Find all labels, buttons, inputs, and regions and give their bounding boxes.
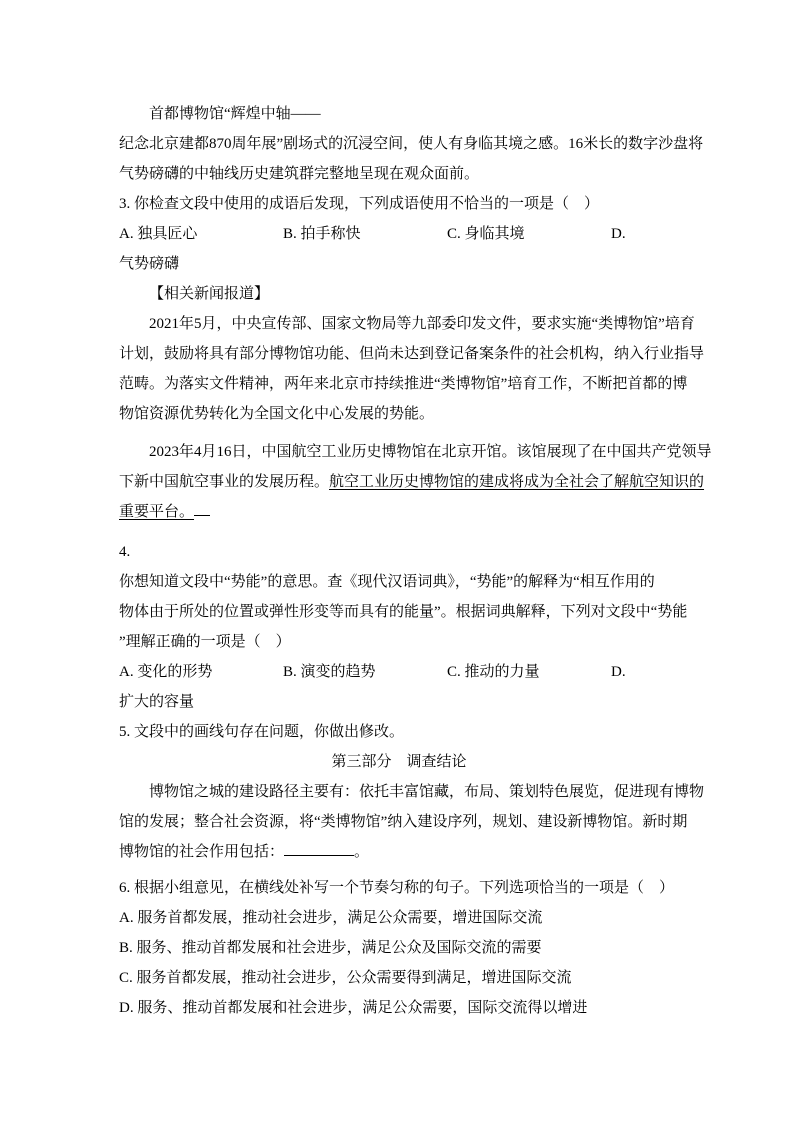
text-segment: C. 服务首都发展，推动社会进步，公众需要得到满足，增进国际交流 (119, 970, 572, 986)
intro-line-1 (119, 99, 679, 129)
q5-stem (119, 717, 679, 747)
q6-option-c (119, 963, 679, 993)
q6-option-b (119, 933, 679, 963)
q4-options (119, 657, 679, 687)
text-segment: 扩大的容量 (119, 694, 195, 710)
text-segment: 下新中国航空事业的发展历程。 (119, 474, 330, 490)
text-segment: 博物馆之城的建设路径主要有：依托丰富馆藏，布局、策划特色展览，促进现有博物 (149, 784, 705, 800)
news-para2-line2 (119, 467, 705, 497)
news-para1-line1 (119, 309, 695, 339)
text-segment: A. 独具匠心 (119, 226, 198, 242)
q6-stem (119, 873, 679, 903)
news-para1-line4 (119, 399, 679, 429)
conclusion-line2 (119, 807, 688, 837)
text-segment: D. (611, 226, 626, 242)
fill-in-blank (194, 498, 210, 516)
text-segment: A. 变化的形势 (119, 664, 213, 680)
text-segment: 2023年4月16日，中国航空工业历史博物馆在北京开馆。该馆展现了在中国共产党领导 (149, 444, 712, 460)
text-segment: 博物馆的社会作用包括： (119, 844, 285, 860)
text-segment: B. 服务、推动首都发展和社会进步，满足公众及国际交流的需要 (119, 940, 542, 956)
text-segment: A. 服务首都发展，推动社会进步，满足公众需要，增进国际交流 (119, 910, 543, 926)
q4-number (119, 537, 679, 567)
intro-line-3 (119, 159, 679, 189)
q4-stem-line2 (119, 597, 688, 627)
q4-stem-line3 (119, 627, 679, 657)
news-para1-line2 (119, 339, 705, 369)
text-segment: 物馆资源优势转化为全国文化中心发展的势能。 (119, 406, 435, 422)
text-segment: B. 演变的趋势 (283, 664, 376, 680)
document-body (119, 99, 712, 1023)
intro-line-2 (119, 129, 704, 159)
text-segment: 【相关新闻报道】 (149, 286, 270, 302)
text-segment: 。 (354, 844, 370, 860)
fill-in-blank (284, 838, 354, 856)
text-segment: ”理解正确的一项是（ ） (119, 634, 291, 650)
q4-stem-line1 (119, 567, 679, 597)
text-segment: D. (611, 664, 626, 680)
news-report-heading (119, 279, 679, 309)
q3-option-d-text (119, 249, 679, 279)
text-segment: 馆的发展；整合社会资源，将“类博物馆”纳入建设序列，规划、建设新博物馆。新时期 (119, 814, 688, 830)
text-segment: 3. 你检查文段中使用的成语后发现，下列成语使用不恰当的一项是（ ） (119, 196, 600, 212)
text-segment: 2021年5月，中央宣传部、国家文物局等九部委印发文件，要求实施“类博物馆”培育 (149, 316, 695, 332)
q3-options (119, 219, 679, 249)
q6-option-d (119, 993, 679, 1023)
text-segment: 5. 文段中的画线句存在问题，你做出修改。 (119, 724, 405, 740)
section3-heading (119, 747, 679, 777)
q6-option-a (119, 903, 679, 933)
text-segment: 你想知道文段中“势能”的意思。查《现代汉语词典》，“势能”的解释为“相互作用的 (119, 574, 655, 590)
text-segment: B. 拍手称快 (283, 226, 361, 242)
text-segment: D. 服务、推动首都发展和社会进步，满足公众需要，国际交流得以增进 (119, 1000, 588, 1016)
news-para2-line1 (119, 437, 712, 467)
text-segment: 物体由于所处的位置或弹性形变等而具有的能量”。根据词典解释，下列对文段中“势能 (119, 604, 688, 620)
text-segment: 4. (119, 544, 131, 560)
text-segment: 气势磅礴的中轴线历史建筑群完整地呈现在观众面前。 (119, 166, 480, 182)
text-segment: 范畴。为落实文件精神，两年来北京市持续推进“类博物馆”培育工作，不断把首都的博 (119, 376, 688, 392)
text-segment: C. 推动的力量 (447, 664, 540, 680)
conclusion-line3 (119, 837, 679, 867)
text-segment: 纪念北京建都870周年展”剧场式的沉浸空间，使人有身临其境之感。16米长的数字沙盘将 (119, 136, 704, 152)
text-segment: C. 身临其境 (447, 226, 525, 242)
text-segment: 第三部分 调查结论 (331, 754, 467, 770)
q3-stem (119, 189, 679, 219)
text-segment: 首都博物馆“辉煌中轴—— (149, 106, 321, 122)
conclusion-line1 (119, 777, 705, 807)
text-segment: 计划，鼓励将具有部分博物馆功能、但尚未达到登记备案条件的社会机构，纳入行业指导 (119, 346, 705, 362)
text-segment: 气势磅礴 (119, 256, 180, 272)
text-segment: 6. 根据小组意见，在横线处补写一个节奏匀称的句子。下列选项恰当的一项是（ ） (119, 880, 675, 896)
news-para1-line3 (119, 369, 688, 399)
text-segment: 重要平台。 (119, 504, 195, 520)
news-para2-line3 (119, 497, 679, 527)
text-segment: 航空工业历史博物馆的建成将成为全社会了解航空知识的 (329, 474, 705, 490)
q4-option-d-text (119, 687, 679, 717)
